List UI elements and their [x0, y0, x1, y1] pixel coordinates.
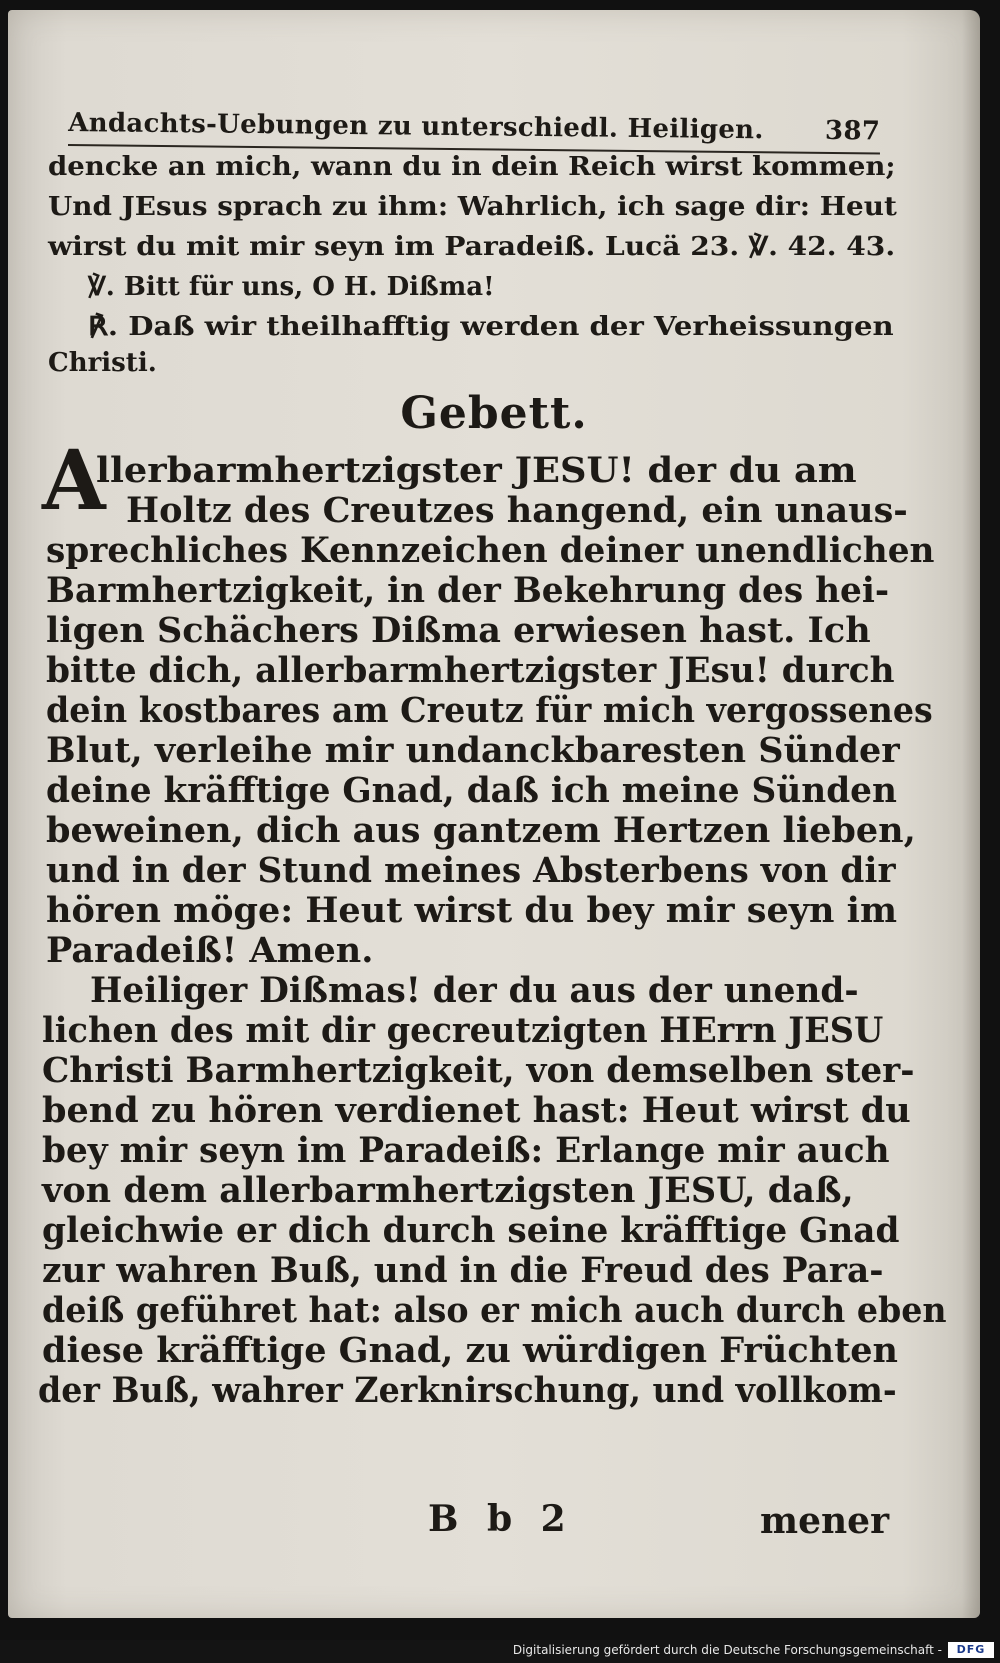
prayer-line: Barmhertzigkeit, in der Bekehrung des hei- [46, 570, 890, 611]
invocation-line: lichen des mit dir gecreutzigten HErrn JESU [42, 1010, 884, 1051]
prayer-line: beweinen, dich aus gantzem Hertzen lieben, [46, 810, 916, 851]
prayer-line: ligen Schächers Dißma erwiesen hast. Ich [46, 610, 871, 651]
invocation-line: der Buß, wahrer Zerknirschung, und vollkom- [38, 1370, 897, 1411]
prayer-heading: Gebett. [400, 388, 588, 439]
running-head [68, 106, 880, 155]
prayer-line: bitte dich, allerbarmhertzigster JEsu! durch [46, 650, 895, 691]
drop-initial: A [42, 433, 106, 529]
invocation-line: Christi Barmhertzigkeit, von demselben ster- [42, 1050, 915, 1091]
prayer-line: sprechliches Kennzeichen deiner unendlichen [46, 530, 935, 571]
text-line: Christi. [48, 348, 157, 378]
response: ℟. Daß wir theilhafftig werden der Verheissungen [88, 312, 894, 342]
funding-credit: Digitalisierung gefördert durch die Deutsche Forschungsgemeinschaft - [512, 1643, 942, 1657]
invocation-line: bend zu hören verdienet hast: Heut wirst du [42, 1090, 911, 1131]
catchword: mener [760, 1500, 890, 1542]
prayer-line: Holtz des Creutzes hangend, ein unaus- [126, 490, 908, 531]
prayer-line: deine kräfftige Gnad, daß ich meine Sünden [46, 770, 897, 811]
signature-mark: B b 2 [428, 1498, 574, 1540]
prayer-line: llerbarmhertzigster JESU! der du am [96, 450, 857, 491]
invocation-line: Heiliger Dißmas! der du aus der unend- [90, 970, 859, 1011]
versicle: ℣. Bitt für uns, O H. Dißma! [88, 272, 495, 302]
text-line: wirst du mit mir seyn im Paradeiß. Lucä 23. ℣. 42. 43. [48, 232, 896, 262]
invocation-line: von dem allerbarmhertzigsten JESU, daß, [42, 1170, 854, 1211]
invocation-line: deiß geführet hat: also er mich auch durch eben [42, 1290, 947, 1331]
text-line: Und JEsus sprach zu ihm: Wahrlich, ich sage dir: Heut [48, 192, 897, 222]
invocation-line: zur wahren Buß, und in die Freud des Para- [42, 1250, 884, 1291]
page-number: 387 [824, 115, 881, 147]
invocation-line: diese kräfftige Gnad, zu würdigen Früchten [42, 1330, 898, 1371]
prayer-line: dein kostbares am Creutz für mich vergossenes [46, 690, 933, 731]
prayer-line: Blut, verleihe mir undanckbaresten Sünder [46, 730, 900, 771]
page-edge-shadow [962, 10, 980, 1618]
invocation-line: bey mir seyn im Paradeiß: Erlange mir auch [42, 1130, 890, 1171]
invocation-line: gleichwie er dich durch seine kräfftige Gnad [42, 1210, 900, 1251]
dfg-logo: DFG [948, 1642, 994, 1658]
prayer-line: und in der Stund meines Absterbens von dir [46, 850, 896, 891]
running-head-title: Andachts-Uebungen zu unterschiedl. Heiligen. [68, 108, 764, 146]
book-page [8, 10, 980, 1618]
prayer-line: Paradeiß! Amen. [46, 930, 374, 971]
prayer-line: hören möge: Heut wirst du bey mir seyn im [46, 890, 898, 931]
text-line: dencke an mich, wann du in dein Reich wirst kommen; [48, 152, 896, 182]
